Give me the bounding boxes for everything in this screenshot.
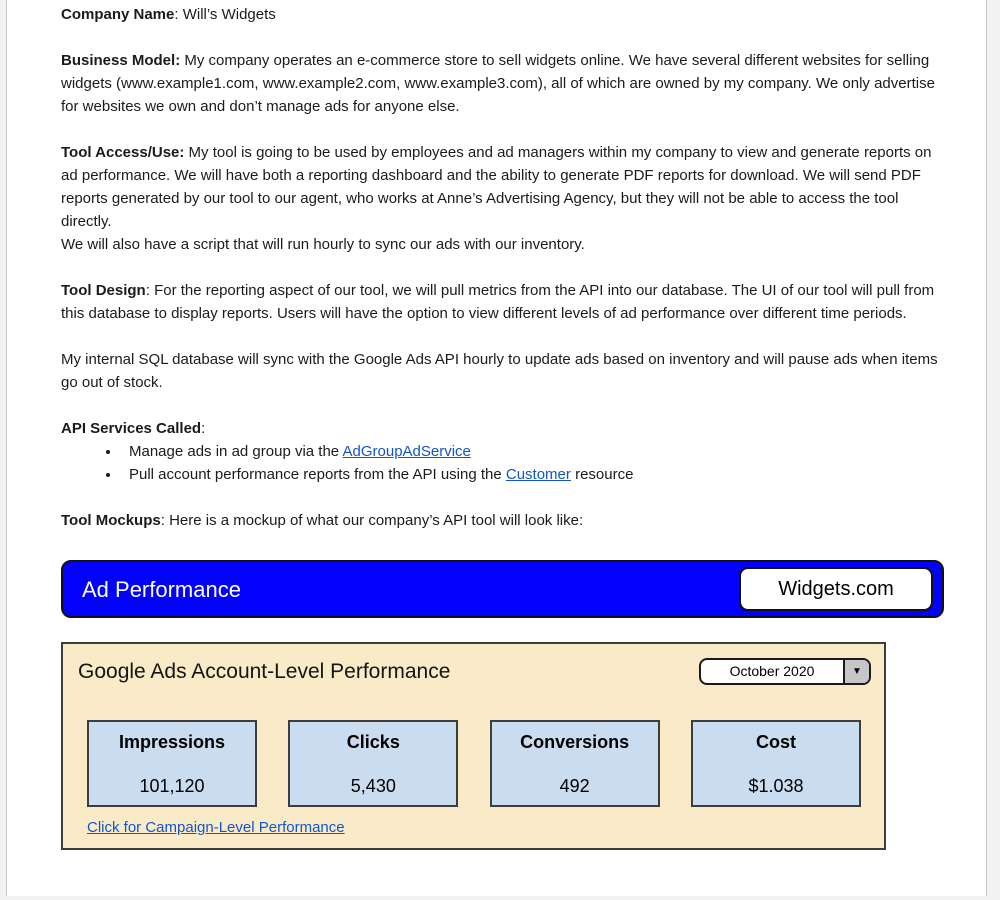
conversions-card xyxy=(490,720,660,807)
metric-label: Clicks xyxy=(346,732,400,752)
month-dropdown-value: October 2020 xyxy=(729,663,815,679)
metric-value: 5,430 xyxy=(350,776,396,796)
metric-value: 101,120 xyxy=(139,776,205,796)
tool-mockups-text: : Here is a mockup of what our company’s API tool will look like: xyxy=(160,512,584,529)
business-model-paragraph xyxy=(61,49,944,118)
bullet-2-suffix: resource xyxy=(570,466,634,483)
bullet-2-text: Pull account performance reports from the API using the xyxy=(129,466,506,483)
metric-label: Conversions xyxy=(520,732,630,752)
tool-design-paragraph xyxy=(61,279,944,325)
business-model-label: Business Model: xyxy=(61,52,181,69)
month-dropdown[interactable] xyxy=(699,658,871,685)
tool-access-text: My tool is going to be used by employees and ad managers within my company to view and generate reports on ad performance. We will have both a reporting dashboard and the ability to generate PDF reports for download. We will send PDF reports generated by our tool to our agent, who works at Anne’s Advertising Agency, but they will not be able to access the tool directly. xyxy=(61,144,932,230)
panel-header-row xyxy=(78,658,871,685)
bullet-1-text: Manage ads in ad group via the xyxy=(129,443,343,460)
api-services-label: API Services Called xyxy=(61,420,202,437)
business-model-text: My company operates an e-commerce store to sell widgets online. We have several different websites for selling widgets (www.example1.com, www.example2.com, www.example3.com), all of which are owned by my company. We only advertise for websites we own and don’t manage ads for anyone else. xyxy=(61,52,935,115)
metric-label: Impressions xyxy=(118,732,226,752)
widgets-site-button[interactable]: Widgets.com xyxy=(739,567,933,611)
tool-mockups-line xyxy=(61,509,944,532)
tool-access-paragraph xyxy=(61,141,944,256)
tool-access-label: Tool Access/Use: xyxy=(61,144,185,161)
metric-value: $1.038 xyxy=(748,776,804,796)
company-name-label: Company Name xyxy=(61,6,175,23)
chevron-down-icon[interactable]: ▼ xyxy=(843,660,869,683)
metric-cards-row xyxy=(78,720,871,807)
impressions-card xyxy=(87,720,257,807)
tool-design-text: : For the reporting aspect of our tool, we will pull metrics from the API into our database. The UI of our tool will pull from this database to display reports. Users will have the option to view different levels of ad performance over different time periods. xyxy=(61,282,935,322)
panel-title: Google Ads Account-Level Performance xyxy=(78,660,451,683)
metric-label: Cost xyxy=(755,732,796,752)
list-item xyxy=(121,463,944,486)
cost-card xyxy=(691,720,861,807)
company-name-line xyxy=(61,3,944,26)
api-services-list xyxy=(61,440,944,486)
api-services-heading xyxy=(61,417,944,440)
panel-footer-row xyxy=(78,816,871,839)
tool-design-label: Tool Design xyxy=(61,282,146,299)
api-services-colon: : xyxy=(201,420,206,437)
clicks-card xyxy=(288,720,458,807)
sql-sync-paragraph: My internal SQL database will sync with the Google Ads API hourly to update ads based on inventory and will pause ads when items go out of stock. xyxy=(61,351,938,391)
adgroupadservice-link[interactable]: AdGroupAdService xyxy=(342,443,471,460)
campaign-level-link[interactable]: Click for Campaign-Level Performance xyxy=(87,819,345,836)
mockup-app-title: Ad Performance xyxy=(82,576,241,602)
tool-mockups-label: Tool Mockups xyxy=(61,512,161,529)
mockup-header-bar xyxy=(61,560,944,618)
tool-access-text-line2: We will also have a script that will run hourly to sync our ads with our inventory. xyxy=(61,236,585,253)
document-content xyxy=(7,0,986,850)
customer-link[interactable]: Customer xyxy=(505,466,571,483)
metric-value: 492 xyxy=(559,776,590,796)
document-page xyxy=(6,0,987,896)
account-performance-panel xyxy=(61,642,886,850)
company-name-value: : Will’s Widgets xyxy=(174,6,276,23)
list-item xyxy=(121,440,944,463)
